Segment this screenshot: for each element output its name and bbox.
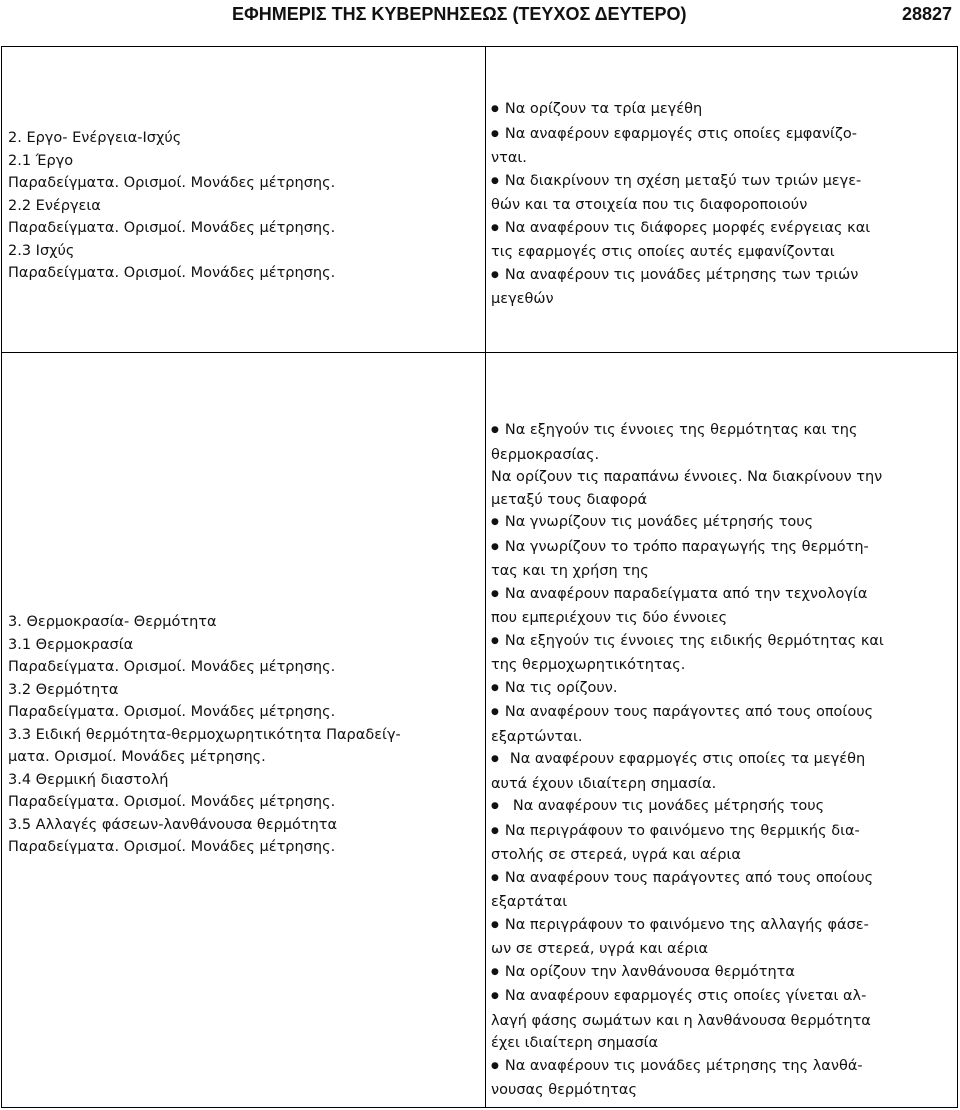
objective-bullet-line: ● Να αναφέρουν εφαρμογές στις οποίες γίνεται αλ- [491,985,953,1010]
topic-line: Παραδείγματα. Ορισμοί. Μονάδες μέτρησης. [8,265,336,281]
objective-bullet-line: ● Να εξηγούν τις έννοιες της θερμότητας και της [491,419,953,444]
objective-bullet-line: ● Να αναφέρουν εφαρμογές στις οποίες τα μεγέθη [491,748,953,773]
objective-line: που εμπεριέχουν τις δύο έννοιες [491,610,728,626]
topic-line: Παραδείγματα. Ορισμοί. Μονάδες μέτρησης. [8,175,336,191]
objective-bullet-line: ● Να αναφέρουν εφαρμογές στις οποίες εμφανίζο- [491,123,953,148]
topic-line: Παραδείγματα. Ορισμοί. Μονάδες μέτρησης. [8,659,336,675]
objective-line: της θερμοχωρητικότητας. [491,657,686,673]
objective-line: τις εφαρμογές στις οποίες αυτές εμφανίζονται [491,244,835,260]
page-number: 28827 [901,4,952,24]
objective-line: εξαρτάται [491,894,568,910]
topic-line: 2.1 Έργο [8,152,74,169]
objective-bullet-line: ● Να αναφέρουν τους παράγοντες από τους οποίους [491,867,953,892]
objective-bullet-line: ● Να περιγράφουν το φαινόμενο της αλλαγής φάσε- [491,914,953,939]
objective-line: νται. [491,150,527,166]
gazette-title: ΕΦΗΜΕΡΙΣ ΤΗΣ ΚΥΒΕΡΝΗΣΕΩΣ (ΤΕΥΧΟΣ ΔΕΥΤΕΡΟ) [232,4,687,24]
objective-line: Να ορίζουν τις παραπάνω έννοιες. Να διακρίνουν την [491,469,883,485]
objective-bullet-line: ● Να διακρίνουν τη σχέση μεταξύ των τριών μεγε- [491,170,953,195]
objective-bullet-line: ● Να ορίζουν τα τρία μεγέθη [491,98,953,123]
topic-line: Παραδείγματα. Ορισμοί. Μονάδες μέτρησης. [8,794,336,810]
row2-topics-cell [8,611,478,859]
topic-line: 3.2 Θερμότητα [8,681,119,698]
topic-line: 3.3 Ειδική θερμότητα-θερμοχωρητικότητα Παραδείγ- [8,726,401,743]
objective-line: μεγεθών [491,291,554,307]
objective-line: λαγή φάσης σωμάτων και η λανθάνουσα θερμότητα [491,1012,871,1029]
objective-bullet-line: ● Να περιγράφουν το φαινόμενο της θερμικής δια- [491,820,953,845]
row-divider [1,352,958,353]
topic-line: ματα. Ορισμοί. Μονάδες μέτρησης. [8,749,266,765]
objective-line: τας και τη χρήση της [491,563,649,579]
objective-bullet-line: ● Να γνωρίζουν τις μονάδες μέτρησής τους [491,511,953,536]
row1-topics-cell [8,127,478,285]
objective-bullet-line: ● Να αναφέρουν τις μονάδες μέτρησης της λανθά- [491,1055,953,1080]
objective-bullet-line: ● Να γνωρίζουν το τρόπο παραγωγής της θερμότη- [491,536,953,561]
column-divider [485,46,486,1108]
objective-bullet-line: ● Να ορίζουν την λανθάνουσα θερμότητα [491,961,953,986]
objective-bullet-line: ● Να αναφέρουν τις μονάδες μέτρησής τους [491,795,953,820]
topic-line: 2. Εργο- Ενέργεια-Ισχύς [8,130,182,146]
topic-line: 2.3 Ισχύς [8,242,75,259]
objective-bullet-line: ● Να αναφέρουν τις μονάδες μέτρησης των τριών [491,264,953,289]
topic-line: Παραδείγματα. Ορισμοί. Μονάδες μέτρησης. [8,839,336,855]
objective-bullet-line: ● Να τις ορίζουν. [491,677,953,702]
topic-line: 3.1 Θερμοκρασία [8,636,134,653]
topic-line: 3.5 Αλλαγές φάσεων-λανθάνουσα θερμότητα [8,816,338,833]
objective-line: θών και τα στοιχεία που τις διαφοροποιούν [491,197,808,213]
topic-line: 2.2 Ενέργεια [8,197,101,214]
objective-bullet-line: ● Να αναφέρουν τις διάφορες μορφές ενέργειας και [491,217,953,242]
objective-line: νουσας θερμότητας [491,1082,637,1098]
topic-line: Παραδείγματα. Ορισμοί. Μονάδες μέτρησης. [8,704,336,720]
objective-line: ων σε στερεά, υγρά και αέρια [491,941,709,957]
objective-line: στολής σε στερεά, υγρά και αέρια [491,847,741,863]
objective-line: έχει ιδιαίτερη σημασία [491,1035,659,1051]
objective-bullet-line: ● Να αναφέρουν τους παράγοντες από τους οποίους [491,701,953,726]
topic-line: 3.4 Θερμική διαστολή [8,771,169,788]
topic-line: Παραδείγματα. Ορισμοί. Μονάδες μέτρησης. [8,220,336,236]
objective-line: εξαρτώνται. [491,728,583,745]
topic-line: 3. Θερμοκρασία- Θερμότητα [8,614,217,630]
objective-bullet-line: ● Να αναφέρουν παραδείγματα από την τεχνολογία [491,583,953,608]
row1-objectives-cell [491,98,953,311]
page-header [0,0,960,34]
objective-line: θερμοκρασίας. [491,446,600,463]
objective-bullet-line: ● Να εξηγούν τις έννοιες της ειδικής θερμότητας και [491,630,953,655]
objective-line: μεταξύ τους διαφορά [491,491,648,508]
row2-objectives-cell [491,419,953,1102]
objective-line: αυτά έχουν ιδιαίτερη σημασία. [491,775,717,792]
